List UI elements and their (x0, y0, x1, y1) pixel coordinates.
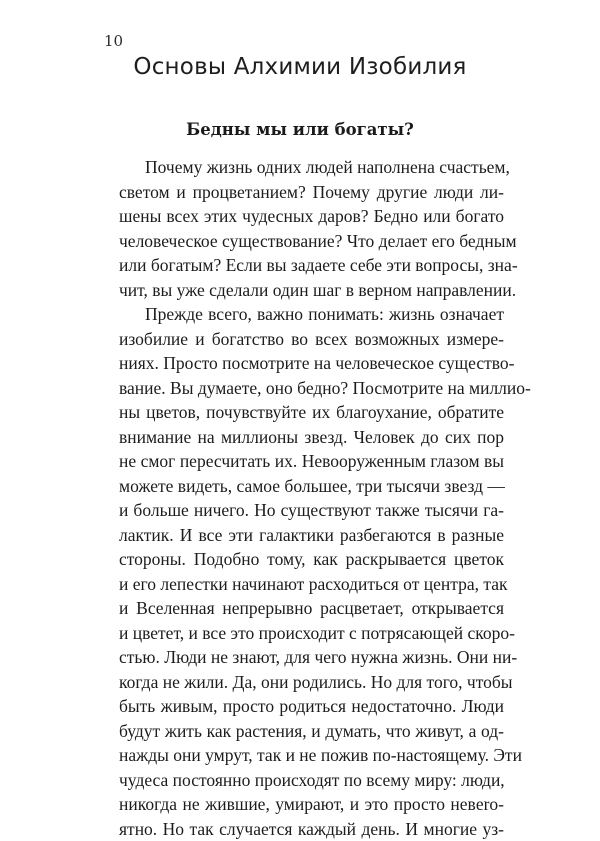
text-line: шены всех этих чудесных даров? Бедно или богато (119, 204, 504, 229)
text-line: внимание на миллионы звезд. Человек до сих пор (119, 425, 504, 450)
paragraph-2 (119, 302, 504, 841)
text-line: чудеса постоянно происходят по всему миру: люди, (119, 768, 504, 793)
running-head: Основы Алхимии Изобилия (0, 54, 600, 80)
body-text (119, 155, 504, 841)
text-line: и его лепестки начинают расходиться от центра, так (119, 572, 504, 597)
page-number: 10 (104, 32, 123, 50)
text-line: никогда не жившие, умирают, и это просто невero- (119, 792, 504, 817)
text-line: будут жить как растения, и думать, что живут, а од- (119, 719, 504, 744)
text-line: светом и процветанием? Почему другие люди ли- (119, 180, 504, 205)
text-line: чит, вы уже сделали один шаг в верном направлении. (119, 278, 504, 303)
text-line: быть живым, просто родиться недостаточно. Люди (119, 694, 504, 719)
text-line: нажды они умрут, так и не пожив по-настоящему. Эти (119, 743, 504, 768)
text-line: и Вселенная непрерывно расцветает, открывается (119, 596, 504, 621)
text-line: и цветет, и все это происходит с потрясающей скоро- (119, 621, 504, 646)
text-line: стью. Люди не знают, для чего нужна жизнь. Они ни- (119, 645, 504, 670)
text-line: и больше ничего. Но существуют также тысячи га- (119, 498, 504, 523)
text-line: изобилие и богатство во всех возможных измере- (119, 327, 504, 352)
chapter-title: Бедны мы или богаты? (0, 120, 600, 139)
text-line: Почему жизнь одних людей наполнена счастьем, (119, 155, 504, 180)
text-line: ниях. Просто посмотрите на человеческое существо- (119, 351, 504, 376)
text-line: ны цветов, почувствуйте их благоухание, обратите (119, 400, 504, 425)
text-line: когда не жили. Да, они родились. Но для того, чтобы (119, 670, 504, 695)
text-line: или богатым? Если вы задаете себе эти вопросы, зна- (119, 253, 504, 278)
text-line: лактик. И все эти галактики разбегаются в разные (119, 523, 504, 548)
text-line: ятно. Но так случается каждый день. И многие уз- (119, 817, 504, 841)
text-line: человеческое существование? Что делает его бедным (119, 229, 504, 254)
text-line: не смог пересчитать их. Невооруженным глазом вы (119, 449, 504, 474)
text-line: вание. Вы думаете, оно бедно? Посмотрите на миллио- (119, 376, 504, 401)
text-line: стороны. Подобно тому, как раскрывается цветок (119, 547, 504, 572)
paragraph-1 (119, 155, 504, 302)
text-line: Прежде всего, важно понимать: жизнь означает (119, 302, 504, 327)
text-line: можете видеть, самое большее, три тысячи звезд — (119, 474, 504, 499)
